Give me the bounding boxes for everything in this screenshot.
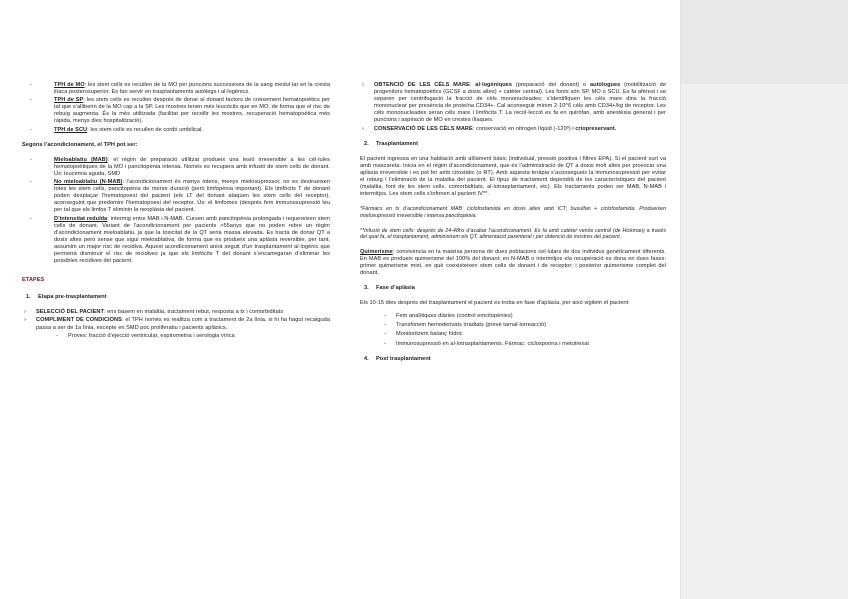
- footnote: *Fàrmacs en tx d’acondicionament MAB: ciclofosfamida en dosis altes amb ICT; busulfan + ciclofosfamida. Produeixen mielosupressió irreversible i intensa pancitopènia.: [360, 206, 666, 219]
- bullet-icon: -: [30, 156, 32, 163]
- footnote: **Infusió de stem cells: després de 24-48hs d’acabar l’acondicionament. Es fa amb catèter venós central (de Hickman) a través del qual fa, el trasplantament, administrem els QT, alimentació parenteral i per obtenció de mostres del pacient.: [360, 227, 666, 241]
- side-panel: [680, 0, 848, 599]
- section-heading: Segons l’acondicionament, el TPH pot ser:: [22, 141, 138, 148]
- list-item: - D’intensitat reduïda: intermig entre MAB i N-MAB. Cursen amb pancitopènia prolongada i requereixen stem cells de donant. Variant de l’acondicionament per pacients >55anys que no poden rebre un règim d’acondicionament mieloablatiu, ja que la toxicitat de la QT seria massa elevada. Es tracta de donar QT a dosis altes però sense que sigui mieloablativa, de forma que es produeix una aplàsia reversible, per tant, assumim un major risc de recidiva. Aquest acondicionament anirà seguit d’un trasplantament al·logènic que permetrà disminuir el risc de recidives ja que els limfòcits T del donant s’encarregaran d’eliminar les possibles recidives del pacient.: [30, 215, 331, 265]
- arrow-bullet-icon: ›: [362, 82, 364, 88]
- section-heading: 4. Post trasplantament: [364, 355, 431, 362]
- bullet-icon: -: [30, 215, 32, 222]
- list-item: › CONSERVACIÓ DE LES CÈLS MARE: conservació en nitrogen líquid (-120º) i criopreservant.: [362, 125, 617, 132]
- list-item: - Mieloablatiu (MAB): el règim de preparació utilitzat produeix una lesió irreversible a les cèl·lules hematopoètiques de la MO i pancitopènia intensa. Només es recupera amb infusió de stem cells de donant. Ús: leucèmia aguda, SMD: [30, 156, 330, 177]
- paragraph: Quimerisme: convivència en la mateixa persona de dues poblacions cel·lulars de dos individus genèticament diferents. En MAB es produeix quimerisme del 100% del donant; en N-MAB o intermitjos ela recuperació es dona en dues fases: primer quimerisme mixt, en què coexisteixen stem cells de donant i de receptor; i posterior quimerisme complet del donant.: [360, 248, 666, 276]
- etapa-heading: 1. Etapa pre-trasplantament: [26, 294, 107, 301]
- bullet-icon: -: [384, 331, 386, 338]
- bullet-icon: -: [56, 332, 58, 339]
- bullet-icon: -: [384, 313, 386, 320]
- paragraph: Els 10-15 dies després del trasplantament el pacient es troba en fase d’aplàsia, per això vigilem el pacient:: [360, 300, 630, 307]
- aplasia-list: [360, 313, 666, 347]
- bullet-icon: -: [384, 340, 386, 347]
- arrow-bullet-icon: ›: [362, 125, 364, 132]
- list-item: › SELECCIÓ DEL PACIENT: ens basem en malaltia, tractament rebut, resposta a tx i comorbiditats: [24, 309, 284, 316]
- list-item: - Monitoritzem balanç hídric: [384, 331, 463, 338]
- section-heading: 2. Trasplantament: [364, 140, 419, 147]
- list-item: › COMPLIMENT DE CONDICIONS: el TPH només es realitza com a tractament de 2a línia, si hi ha hagut recaiguda passa a ser de 1a línia, excepte en SMD poc proliferatiu i pacients aplàsics.: [24, 317, 330, 331]
- list-item: - Transfonem hemoderivats irradiats (prevé tarnal-lorreacció): [384, 322, 547, 329]
- conditioning-list: [22, 157, 330, 265]
- arrow-bullet-icon: ›: [24, 317, 26, 324]
- bullet-icon: -: [384, 322, 386, 329]
- etapes-heading: ETAPES: [22, 277, 45, 284]
- paragraph: El pacient ingressa en una habitació amb aïllament bàsic (individual, pressió positiva i filtres EPA). Si el pacient surt va amb mascareta. Inicia en el règim d’acondicionament, que és l’administració de QT a dosis molt altes per provocar una aplàsia irreversible i es pot fer amb citostàtic (o RT). Amb aquesta teràpia s’aconsegueix la immunosupressió per evitar el rebuig i l’eliminació de la malaltia del pacient. El tipus de tractament dependrà de les característiques del pacient (malaltia, font de les stem cells, comorbiditats, al·lotrasplantament, etc). Els tractaments poden ser MAB, N-MAB i intermitjos. Les stem cells s’infonen al pacient IV**.: [360, 155, 666, 198]
- list-item: - No mieloablatiu (N-MAB): l’acondicionament és menys intens, menys mielosupressor, no es destrueixen totes les stem cells, pancitopènia de menor duració (però limfopènia important). Els limfòcits T de donant poden desplaçar l’hematopoesi del pacient (els LT del donant ataquen les stem cells del receptor), aconseguint que predomini l’hematopoesi del receptor. Ús: el limfomes (després fem immunosupressió leu per tal que els limfos T eliminin la neoplàsia del pacient.: [30, 179, 330, 214]
- left-column: [22, 82, 330, 341]
- tph-list: [22, 82, 330, 134]
- sub-list-item: - Proves: fracció d’ejecció ventricular, espirometria i serologia vírica: [56, 332, 235, 339]
- list-item: - TPH de SCU: les stem cells es recullen de cordó umbilical.: [30, 126, 204, 133]
- pre-trasplant-list: [22, 309, 330, 339]
- list-item: - Immunosupressió en al·lotrasplantaments. Fàrmac: ciclosporina i metotrexat: [384, 340, 590, 347]
- side-panel-header: [681, 0, 848, 84]
- bullet-icon: -: [30, 82, 32, 88]
- right-column: [360, 82, 666, 371]
- list-item: - TPH de SP: les stem cells es recullen després de donar al donant factors de creixement hematopoètics per tal que s’alliberin de la MO cap a la SP. Les mostres tenen més leucòcits que en MO, de forma que el risc de rebuig augmenta. És la més utilitzada (facilitat per recollir les mostres, recuperació hematopoètica més ràpida, menys dies hospitalització).: [30, 97, 330, 125]
- list-item: - TPH de MO: les stem cells es recullen de la MO per puncions successives de la sang medul·lar en la cresta ilíaca posterosuperior. Es fan servir en trasplantaments autòlegs i al·logènics.: [30, 82, 330, 96]
- list-item: › OBTENCIÓ DE LES CÈLS MARE: al·logèniques (preparació del donant) o autòlogues (mobilització de progenitors hematopoètics (GCSF a dosis altes) + catèter central). Les fonts són SP, MO o SCU. Es fa afèresi i se separen per centrifugació la fracció de cèls mononucleades; s’identifiquen les cèls mare dins la fracció mononuclear per presència de proteïna CD34+. Cal aconseguir mínim 2·10^6 cèls amb CD34+/kg de receptor. Les cèls mononucleades seran cèls mare i limfòcits T. La recol·lecció es fa en quiròfan, amb anestèsia general i per puncions i aspiració de MO en crestes ilíaques.: [362, 82, 667, 124]
- section-heading: 3. Fase d’aplàsia: [364, 285, 415, 292]
- list-item: - Fem analítiques diàries (control emcitopènies): [384, 313, 513, 320]
- arrow-bullet-icon: ›: [24, 309, 26, 316]
- bullet-icon: -: [30, 126, 32, 133]
- bullet-icon: -: [30, 97, 32, 104]
- bullet-icon: -: [30, 179, 32, 186]
